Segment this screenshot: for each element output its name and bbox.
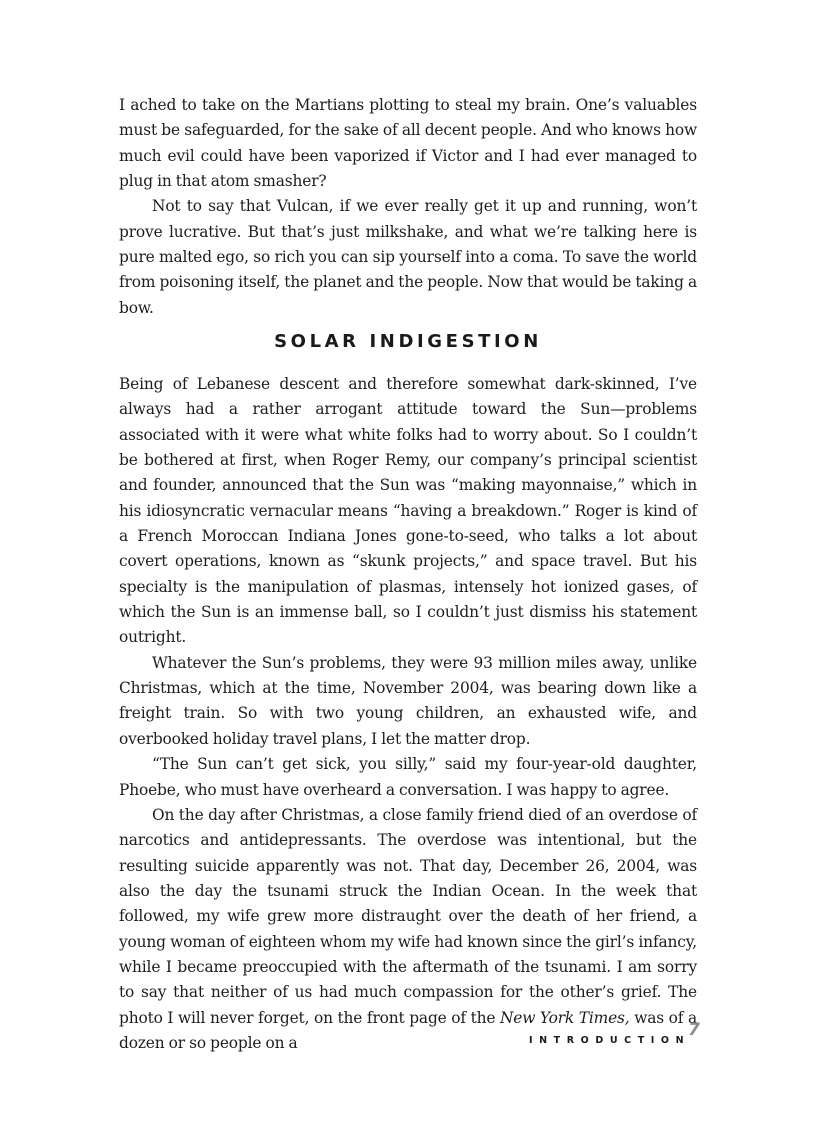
- paragraph: I ached to take on the Martians plotting to steal my brain. One’s valuables must be safeguarded, for the sake of all decent people. And who knows how much evil could have been vaporized if Victor and I had ever managed to plug in that atom smasher?: [119, 96, 697, 191]
- section-heading: SOLAR INDIGESTION: [274, 331, 542, 352]
- page-number: 7: [688, 1020, 700, 1040]
- paragraph: [119, 803, 697, 1056]
- paragraph: “The Sun can’t get sick, you silly,” said my four-year-old daughter, Phoebe, who must have overheard a conversation. I was happy to agree.: [119, 755, 697, 799]
- paragraph: Being of Lebanese descent and therefore somewhat dark-skinned, I’ve always had a rather arrogant attitude toward the Sun—problems associated with it were what white folks had to worry about. So I couldn’t be bothered at first, when Roger Remy, our company’s principal scientist and founder, announced that the Sun was “making mayonnaise,” which in his idiosyncratic vernacular means “having a breakdown.” Roger is kind of a French Moroccan Indiana Jones gone-to-seed, who talks a lot about covert operations, known as “skunk projects,” and space travel. But his specialty is the manipulation of plasmas, intensely hot ionized gases, of which the Sun is an immense ball, so I couldn’t just dismiss his statement outright.: [119, 375, 697, 647]
- body-text-top: [119, 93, 697, 321]
- paragraph-text: was of a dozen or so people on a: [119, 1008, 697, 1052]
- running-title: INTRODUCTION: [528, 1035, 691, 1046]
- running-footer: [528, 1020, 700, 1046]
- publication-title: New York Times,: [499, 1008, 630, 1027]
- body-text-section: [119, 372, 697, 1056]
- paragraph-text: On the day after Christmas, a close family friend died of an overdose of narcotics and antidepressants. The overdose was intentional, but the resulting suicide apparently was not. That day, December 26, 2004, was also the day the tsunami struck the Indian Ocean. In the week that followed, my wife grew more distraught over the death of her friend, a young woman of eighteen whom my wife had known since the girl’s infancy, while I became preoccupied with the aftermath of the tsunami. I am sorry to say that neither of us had much compassion for the other’s grief. The photo I will never forget, on the front page of the: [119, 805, 697, 1027]
- paragraph: Whatever the Sun’s problems, they were 93 million miles away, unlike Christmas, which at the time, November 2004, was bearing down like a freight train. So with two young children, an exhausted wife, and overbooked holiday travel plans, I let the matter drop.: [119, 653, 697, 748]
- paragraph: Not to say that Vulcan, if we ever really get it up and running, won’t prove lucrative. But that’s just milkshake, and what we’re talking here is pure malted ego, so rich you can sip yourself into a coma. To save the world from poisoning itself, the planet and the people. Now that would be taking a bow.: [119, 197, 697, 317]
